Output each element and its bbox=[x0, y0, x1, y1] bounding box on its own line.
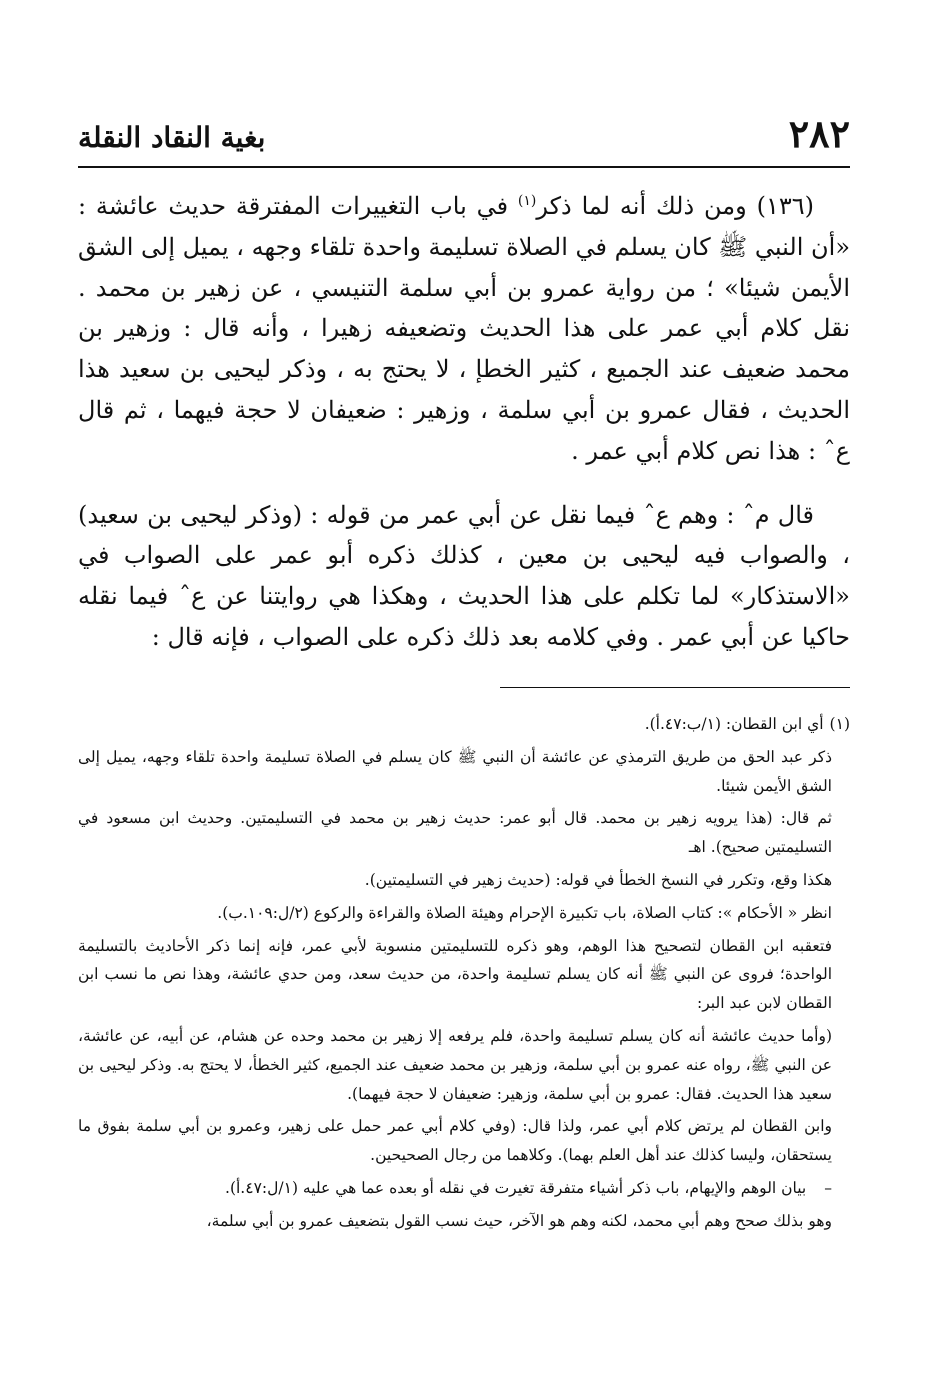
page-header bbox=[78, 112, 850, 160]
paragraph-136-rest: في باب التغييرات المفترقة حديث عائشة : «أن النبي ﷺ كان يسلم في الصلاة تسليمة واحدة تلقاء وجهه ، يميل إلى الشق الأيمن شيئا» ؛ من رواية عمرو بن أبي سلمة التنيسي ، عن زهير بن محمد . نقل كلام أبي عمر على هذا الحديث وتضعيفه زهيرا ، وأنه قال : وزهير بن محمد ضعيف عند الجميع ، كثير الخطإ ، لا يحتج به ، وذكر ليحيى بن سعيد هذا الحديث ، فقال عمرو بن أبي سلمة ، وزهير : ضعيفان لا حجة فيهما ، ثم قال عˆ : هذا نص كلام أبي عمر . bbox=[78, 192, 851, 465]
footnotes bbox=[78, 710, 850, 1240]
header-divider bbox=[78, 166, 850, 168]
paragraph-correction: قال مˆ : وهم عˆ فيما نقل عن أبي عمر من قوله : (وذكر ليحيى بن سعيد) ، والصواب فيه ليحيى بن معين ، كذلك ذكره أبو عمر على الصواب في «الاستذكار» لما تكلم على هذا الحديث ، وهكذا هي روايتنا عن عˆ فيما نقله حاكيا عن أبي عمر . وفي كلامه بعد ذلك ذكره على الصواب ، فإنه قال : bbox=[78, 500, 850, 651]
paragraph-136 bbox=[78, 186, 850, 472]
footnote-ref-1[interactable]: (١) bbox=[517, 193, 537, 209]
footnote-line: ذكر عبد الحق من طريق الترمذي عن عائشة أن النبي ﷺ كان يسلم في الصلاة تسليمة واحدة تلقاء وجهه، يميل إلى الشق الأيمن شيئا. bbox=[78, 747, 832, 795]
footnote-dash-item bbox=[78, 1174, 850, 1203]
footnote-dash-text: بيان الوهم والإيهام، باب ذكر أشياء متفرقة تغيرت في نقله أو بعده عما هي عليه (١/ل:٤٧.أ). bbox=[225, 1178, 807, 1197]
book-title: بغية النقاد النقلة bbox=[78, 121, 266, 154]
footnote-line: وابن القطان لم يرتض كلام أبي عمر، ولذا قال: (وفي كلام أبي عمر حمل على زهير، وعمرو بن أبي سلمة بفوق ما يستحقان، وليسا كذلك عند أهل العلم بهما). وكلاهما من رجال الصحيحين. bbox=[78, 1117, 832, 1165]
main-text bbox=[78, 186, 850, 658]
page-number: ٢٨٢ bbox=[788, 111, 850, 156]
footnote-line: (وأما حديث عائشة أنه كان يسلم تسليمة واحدة، فلم يرفعه إلا زهير بن محمد وحده عن هشام، عن أبيه، عن عائشة، عن النبي ﷺ، رواه عنه عمرو بن أبي سلمة، وزهير بن محمد ضعيف عند الجميع، كثير الخطأ، لا يحتج به. وذكر ليحيى بن سعيد هذا الحديث. فقال: عمرو بن أبي سلمة، وزهير: ضعيفان لا حجة فيهما). bbox=[78, 1026, 832, 1103]
footnote-divider bbox=[500, 687, 850, 688]
footnote-line: هكذا وقع، وتكرر في النسخ الخطأ في قوله: (حديث زهير في التسليمتين). bbox=[364, 870, 832, 889]
footnote-1-intro-text: أي ابن القطان: (١/ب:٤٧.أ). bbox=[644, 715, 824, 733]
footnote-line: ثم قال: (هذا يرويه زهير بن محمد. قال أبو عمر: حديث زهير بن محمد في التسليمتين. وحديث ابن مسعود في التسليمتين صحيح). اهـ bbox=[78, 809, 832, 857]
footnote-marker: (١) bbox=[829, 715, 850, 733]
paragraph-136-start: (١٣٦) ومن ذلك أنه لما ذكر bbox=[536, 192, 814, 220]
footnote-line: انظر « الأحكام »: كتاب الصلاة، باب تكبيرة الإحرام وهيئة الصلاة والقراءة والركوع (٢/ل:١٠٩.ب). bbox=[217, 903, 832, 922]
footnote-line: وهو بذلك صحح وهم أبي محمد، لكنه وهم هو الآخر، حيث نسب القول بتضعيف عمرو بن أبي سلمة، bbox=[206, 1211, 832, 1230]
footnote-1-intro bbox=[78, 710, 850, 739]
footnote-line: فتعقبه ابن القطان لتصحيح هذا الوهم، وهو ذكره للتسليمتين منسوبة لأبي عمر، فإنه إنما ذكر الأحاديث بالتسليمة الواحدة؛ فروى عن النبي ﷺ أنه كان يسلم تسليمة واحدة، من حديث سعد، ومن حدي عائشة، وهذا نص ما نسب ابن القطان لابن عبد البر: bbox=[78, 936, 832, 1013]
dash-symbol: – bbox=[824, 1178, 832, 1197]
